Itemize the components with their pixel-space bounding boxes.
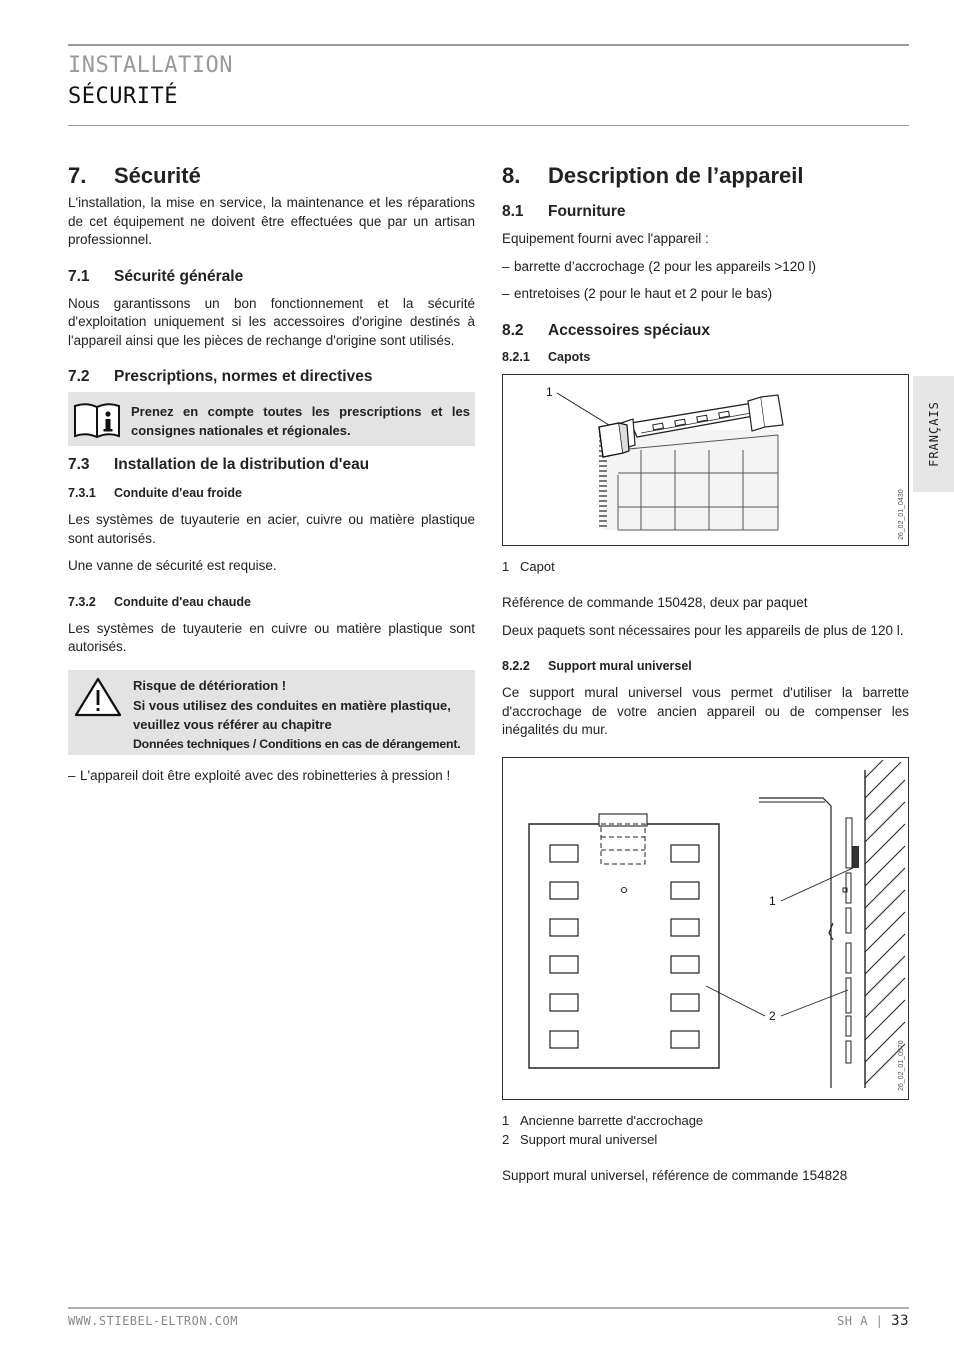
capot-illustration bbox=[503, 375, 908, 545]
section-8-1-heading bbox=[502, 202, 909, 222]
section-7-3-2-heading bbox=[68, 593, 475, 611]
bullet-dash: – bbox=[68, 768, 76, 783]
support-text: Ce support mural universel vous permet d'utiliser la barrette d'accrochage de votre ancien appareil ou de compenser les inégalités du mur. bbox=[502, 685, 909, 737]
list-item bbox=[502, 285, 909, 304]
section-number: 7.1 bbox=[68, 267, 90, 285]
legend-number: 1 bbox=[502, 559, 510, 574]
section-title: Prescriptions, normes et directives bbox=[114, 368, 373, 385]
warning-box bbox=[68, 670, 475, 755]
section-title: Fourniture bbox=[548, 203, 626, 220]
language-tab bbox=[913, 376, 954, 492]
left-bullet bbox=[68, 767, 475, 786]
warning-title: Risque de détérioration ! bbox=[133, 678, 287, 693]
language-tab-label: FRANÇAIS bbox=[926, 401, 941, 467]
list-item-text: entretoises (2 pour le haut et 2 pour le bas) bbox=[514, 286, 773, 301]
section-8-2-2-heading bbox=[502, 657, 909, 675]
footer-rule bbox=[68, 1307, 909, 1309]
bullet-dash: – bbox=[502, 258, 510, 274]
section-8-2-1-heading bbox=[502, 348, 909, 366]
left-column-lower bbox=[68, 455, 475, 657]
footer-separator: | bbox=[875, 1314, 884, 1328]
section-title: Support mural universel bbox=[548, 659, 692, 673]
section-title: Capots bbox=[548, 349, 591, 364]
section-7-3-2-text: Les systèmes de tuyauterie en cuivre ou matière plastique sont autorisés. bbox=[68, 620, 475, 654]
section-7-3-1-text-2: Une vanne de sécurité est requise. bbox=[68, 558, 277, 573]
legend-item bbox=[502, 1112, 909, 1131]
section-title: Sécurité bbox=[114, 163, 201, 188]
info-note-text: Prenez en compte toutes les prescriptions et les consignes nationales et régionales. bbox=[131, 404, 470, 438]
section-8-heading bbox=[502, 163, 909, 189]
section-number: 8.2.2 bbox=[502, 659, 530, 673]
capots-note: Deux paquets sont nécessaires pour les appareils de plus de 120 l. bbox=[502, 622, 904, 638]
section-7-intro: L'installation, la mise en service, la maintenance et les réparations de cet équipement ne doivent être effectuées que par un artisan professionnel. bbox=[68, 195, 475, 247]
legend-number: 1 bbox=[502, 1113, 510, 1128]
section-number: 8.2.1 bbox=[502, 349, 530, 364]
section-8-1-intro: Equipement fourni avec l'appareil : bbox=[502, 231, 709, 246]
section-number: 7.3.2 bbox=[68, 594, 96, 609]
section-number: 7. bbox=[68, 163, 87, 188]
footer-url: WWW.STIEBEL-ELTRON.COM bbox=[68, 1314, 238, 1328]
warning-text bbox=[133, 676, 469, 754]
footer-model: SH A bbox=[837, 1314, 868, 1328]
header-top-rule bbox=[68, 44, 909, 46]
section-number: 7.3.1 bbox=[68, 486, 96, 500]
figure-code: 26_02_01_0570 bbox=[898, 1040, 905, 1091]
support-legend bbox=[502, 1112, 909, 1149]
header-subsection: SÉCURITÉ bbox=[68, 84, 178, 109]
warning-line-2: Données techniques / Conditions en cas de dérangement. bbox=[133, 736, 461, 751]
section-number: 8.1 bbox=[502, 203, 524, 220]
header-section: INSTALLATION bbox=[68, 53, 233, 78]
section-7-3-1-heading bbox=[68, 484, 475, 502]
section-title: Installation de la distribution d'eau bbox=[114, 456, 370, 473]
left-column bbox=[68, 163, 475, 387]
section-title: Accessoires spéciaux bbox=[548, 321, 710, 339]
section-title: Conduite d'eau chaude bbox=[114, 594, 252, 609]
capots-legend bbox=[502, 558, 909, 577]
info-note-box bbox=[68, 392, 475, 446]
section-7-1-heading bbox=[68, 267, 475, 287]
header-bottom-rule bbox=[68, 125, 909, 126]
figure-callout-1: 1 bbox=[546, 385, 553, 399]
section-number: 8.2 bbox=[502, 321, 524, 339]
figure-code: 26_02_01_0430 bbox=[898, 489, 905, 540]
section-8-2-heading bbox=[502, 321, 909, 341]
section-title: Description de l’appareil bbox=[548, 163, 804, 188]
section-number: 7.2 bbox=[68, 368, 90, 385]
bullet-text: L'appareil doit être exploité avec des robinetteries à pression ! bbox=[80, 768, 451, 783]
list-item-text: barrette d’accrochage (2 pour les appareils >120 l) bbox=[514, 258, 817, 274]
manual-info-icon bbox=[72, 400, 122, 440]
section-7-2-heading bbox=[68, 367, 475, 387]
support-mural-illustration bbox=[503, 758, 908, 1099]
figure-callout-1: 1 bbox=[769, 894, 776, 908]
footer-page-info bbox=[837, 1312, 909, 1331]
section-title: Conduite d'eau froide bbox=[114, 486, 242, 500]
section-7-heading bbox=[68, 163, 475, 189]
warning-triangle-icon bbox=[73, 676, 123, 718]
warning-line-1: Si vous utilisez des conduites en matière plastique, veuillez vous référer au chapitre bbox=[133, 697, 451, 732]
legend-label: Capot bbox=[520, 559, 555, 574]
section-title: Sécurité générale bbox=[114, 267, 244, 285]
bullet-dash: – bbox=[502, 286, 510, 301]
section-7-3-1-text-1: Les systèmes de tuyauterie en acier, cuivre ou matière plastique sont autorisés. bbox=[68, 512, 475, 546]
support-order-ref: Support mural universel, référence de commande 154828 bbox=[502, 1168, 848, 1183]
legend-item bbox=[502, 1131, 909, 1150]
legend-item bbox=[502, 558, 909, 577]
section-number: 8. bbox=[502, 163, 521, 188]
footer-page-number: 33 bbox=[891, 1313, 909, 1329]
figure-capots bbox=[502, 374, 909, 546]
legend-number: 2 bbox=[502, 1131, 510, 1147]
figure-callout-2: 2 bbox=[769, 1009, 776, 1023]
figure-support-mural bbox=[502, 757, 909, 1100]
capots-text bbox=[502, 594, 909, 740]
section-7-3-heading bbox=[68, 455, 475, 475]
legend-label: Support mural universel bbox=[520, 1131, 658, 1147]
right-column bbox=[502, 163, 909, 366]
legend-label: Ancienne barrette d'accrochage bbox=[520, 1113, 704, 1128]
section-number: 7.3 bbox=[68, 456, 90, 473]
list-item bbox=[502, 258, 909, 277]
capots-order-ref: Référence de commande 150428, deux par paquet bbox=[502, 595, 808, 610]
section-7-1-text: Nous garantissons un bon fonctionnement et la sécurité d'exploitation uniquement si les accessoires d'origine destinés à l'appareil ainsi que les pièces de rechange d'origine sont utilisés. bbox=[68, 295, 475, 348]
